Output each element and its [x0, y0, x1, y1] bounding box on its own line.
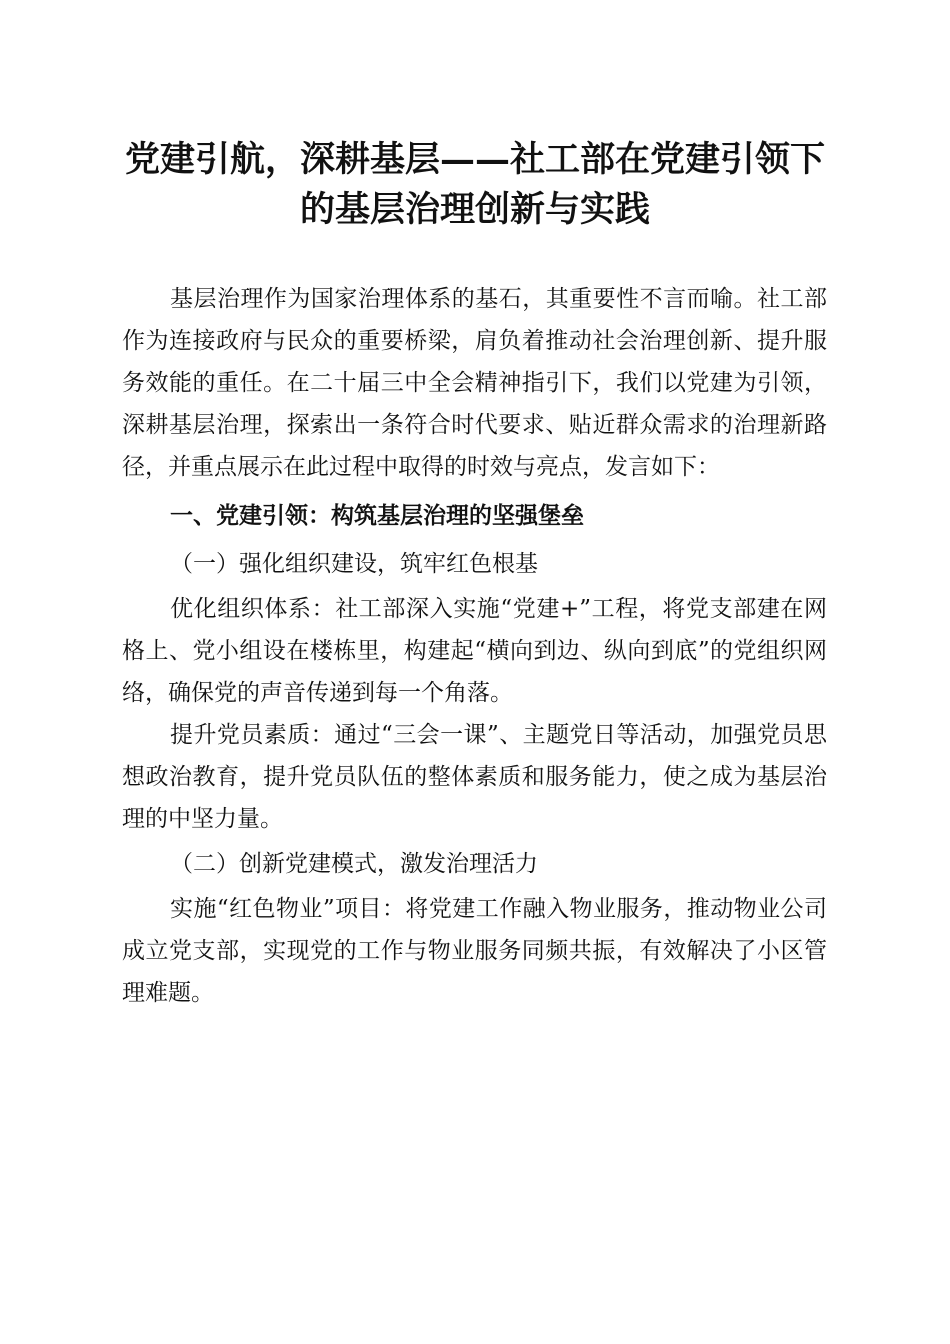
section-1-heading: 一、党建引领：构筑基层治理的坚强堡垒 — [170, 503, 584, 529]
paragraph-red-property: 实施“红色物业”项目：将党建工作融入物业服务，推动物业公司成立党支部，实现党的工作与物业服务同频共振，有效解决了小区管理难题。 — [122, 896, 827, 1006]
subsection-1-heading: （一）强化组织建设，筑牢红色根基 — [170, 551, 538, 577]
intro-paragraph: 基层治理作为国家治理体系的基石，其重要性不言而喻。社工部作为连接政府与民众的重要桥梁，肩负着推动社会治理创新、提升服务效能的重任。在二十届三中全会精神指引下，我们以党建为引领，深耕基层治理，探索出一条符合时代要求、贴近群众需求的治理新路径，并重点展示在此过程中取得的时效与亮点，发言如下： — [122, 286, 827, 480]
document-title — [60, 135, 890, 235]
title-line-1: 党建引航，深耕基层——社工部在党建引领下 — [124, 139, 825, 180]
subsection-2-heading: （二）创新党建模式，激发治理活力 — [170, 851, 538, 877]
document-body — [122, 278, 827, 1014]
title-line-2: 的基层治理创新与实践 — [299, 189, 650, 230]
paragraph-organization-system: 优化组织体系：社工部深入实施“党建+”工程，将党支部建在网格上、党小组设在楼栋里，构建起“横向到边、纵向到底”的党组织网络，确保党的声音传递到每一个角落。 — [122, 596, 827, 706]
paragraph-member-quality: 提升党员素质：通过“三会一课”、主题党日等活动，加强党员思想政治教育，提升党员队伍的整体素质和服务能力，使之成为基层治理的中坚力量。 — [122, 722, 827, 832]
